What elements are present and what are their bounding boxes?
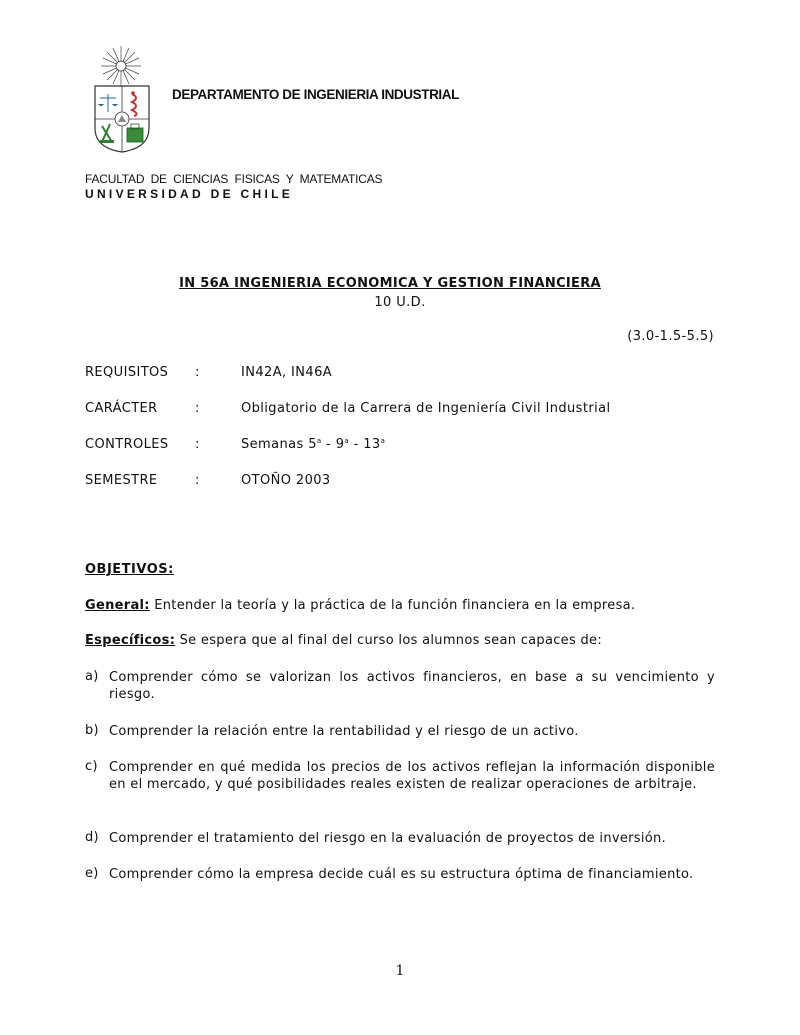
specific-text: Se espera que al final del curso los alumnos sean capaces de:: [175, 633, 603, 648]
list-item: [85, 723, 715, 740]
info-value: Semanas 5$^a$ - 9$^a$ - 13$^a$: [241, 437, 386, 452]
specific-label: Específicos:: [85, 633, 176, 648]
info-label: SEMESTRE: [85, 473, 158, 488]
course-title: IN 56A INGENIERIA ECONOMICA Y GESTION FINANCIERA: [179, 276, 601, 291]
controles-week-1: Semanas 5: [241, 437, 317, 452]
list-marker: e): [85, 866, 99, 881]
general-text: Entender la teoría y la práctica de la función financiera en la empresa.: [149, 598, 636, 613]
list-item: [85, 866, 715, 883]
university-name: UNIVERSIDAD DE CHILE: [85, 187, 294, 201]
info-value: IN42A, IN46A: [241, 365, 333, 380]
general-label: General:: [85, 598, 150, 613]
course-hours-code: (3.0-1.5-5.5): [627, 329, 714, 344]
list-marker: d): [85, 830, 99, 845]
info-label: CONTROLES: [85, 437, 169, 452]
info-label: CARÁCTER: [85, 401, 158, 416]
info-value: OTOÑO 2003: [241, 473, 331, 488]
controles-week-3: 13: [363, 437, 381, 452]
objectives-heading: OBJETIVOS:: [85, 562, 174, 577]
page-number: 1: [395, 963, 405, 979]
info-value: Obligatorio de la Carrera de Ingeniería Civil Industrial: [241, 401, 611, 416]
list-marker: b): [85, 723, 99, 738]
university-crest-logo: [88, 44, 156, 156]
list-text: Comprender cómo se valorizan los activos financieros, en base a su vencimiento y riesgo.: [109, 670, 715, 702]
info-separator: :: [195, 401, 200, 416]
controles-week-2: 9: [335, 437, 345, 452]
info-separator: :: [195, 473, 200, 488]
list-marker: a): [85, 669, 99, 684]
general-objective: [85, 598, 635, 613]
list-text: Comprender cómo la empresa decide cuál es su estructura óptima de financiamiento.: [109, 867, 694, 882]
list-item: [85, 759, 715, 793]
info-separator: :: [195, 437, 200, 452]
info-separator: :: [195, 365, 200, 380]
list-text: Comprender en qué medida los precios de los activos reflejan la información disponible en el mercado, y qué posibilidades reales existen de realizar operaciones de arbitraje.: [109, 760, 715, 792]
specific-objectives: [85, 633, 602, 648]
department-name: DEPARTAMENTO DE INGENIERIA INDUSTRIAL: [172, 87, 459, 102]
faculty-name: FACULTAD DE CIENCIAS FISICAS Y MATEMATICAS: [85, 172, 383, 186]
info-label: REQUISITOS: [85, 365, 169, 380]
list-text: Comprender el tratamiento del riesgo en la evaluación de proyectos de inversión.: [109, 831, 666, 846]
list-item: [85, 830, 715, 847]
list-marker: c): [85, 759, 98, 774]
list-item: [85, 669, 715, 703]
course-units: 10 U.D.: [374, 295, 426, 310]
list-text: Comprender la relación entre la rentabilidad y el riesgo de un activo.: [109, 724, 579, 739]
